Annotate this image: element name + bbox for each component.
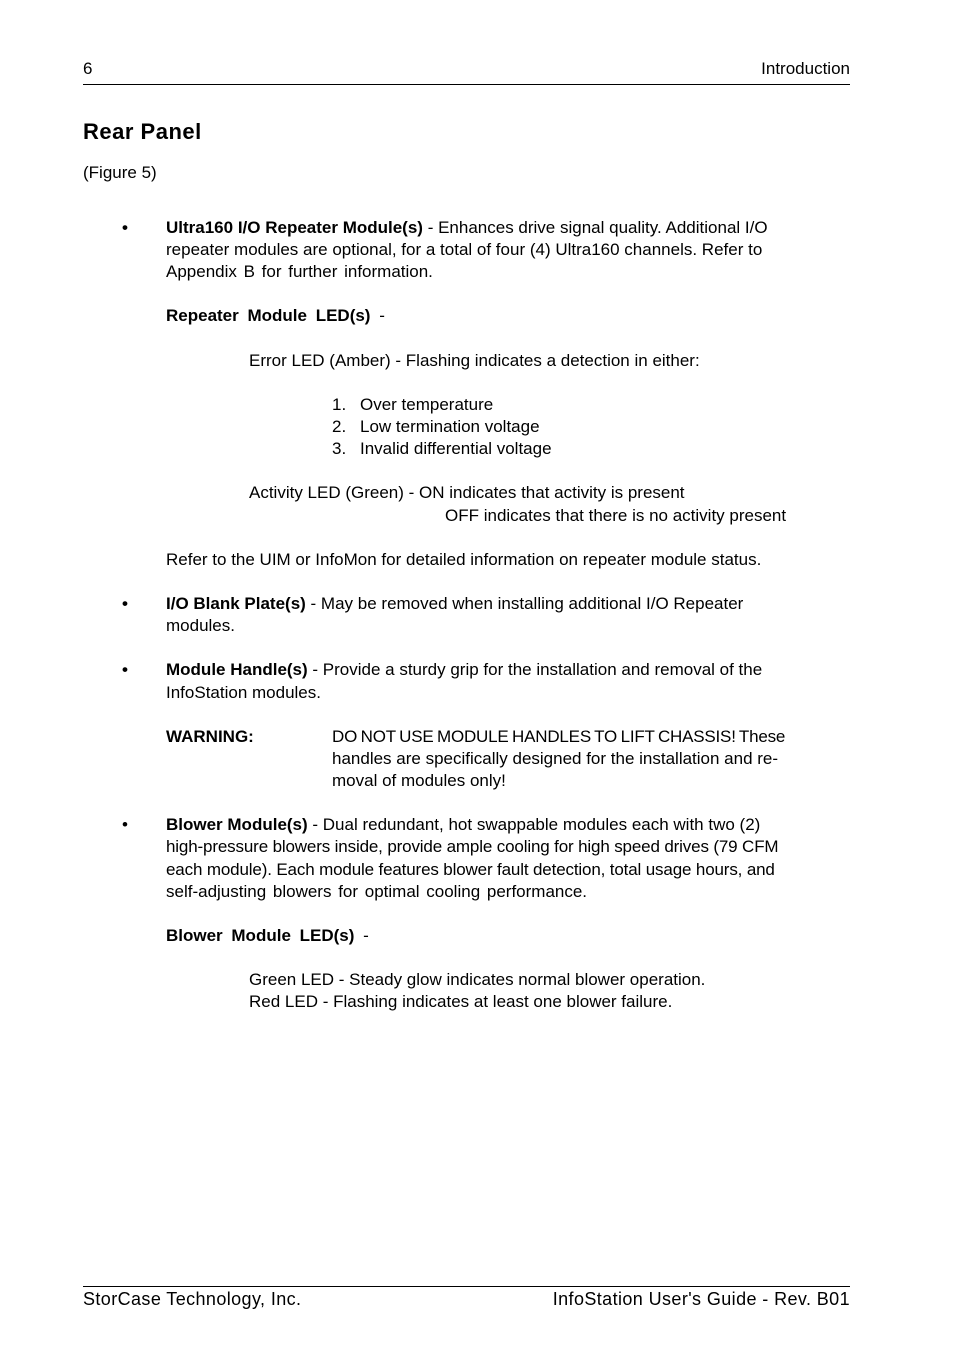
- page-title: Rear Panel: [83, 119, 202, 144]
- bullet-blank-plate: •: [122, 594, 128, 613]
- blank-plate-line-2: modules.: [166, 616, 235, 635]
- footer-company: StorCase Technology, Inc.: [83, 1289, 302, 1309]
- list-item-text: Invalid differential voltage: [360, 439, 552, 458]
- red-led-text: Red LED - Flashing indicates at least one blower failure.: [249, 992, 673, 1011]
- repeater-line-2: repeater modules are optional, for a total of four (4) Ultra160 channels. Refer to: [166, 240, 763, 259]
- repeater-refer-text: Refer to the UIM or InfoMon for detailed information on repeater module status.: [166, 550, 762, 569]
- blower-line-2: high-pressure blowers inside, provide ample cooling for high speed drives (79 CFM: [166, 837, 779, 856]
- list-item-number: 2.: [332, 417, 347, 436]
- handle-line-1: [166, 659, 850, 681]
- blower-term: Blower Module(s): [166, 815, 308, 834]
- blower-line-1: [166, 814, 850, 836]
- footer-rule: [83, 1286, 850, 1287]
- blower-line-1-text: - Dual redundant, hot swappable modules each with two (2): [307, 815, 761, 834]
- error-led-text: Error LED (Amber) - Flashing indicates a detection in either:: [249, 351, 700, 370]
- repeater-line-3: Appendix B for further information.: [166, 262, 433, 281]
- condition-list: [332, 394, 552, 460]
- blower-led-heading-text: Blower Module LED(s): [166, 926, 355, 945]
- figure-reference: (Figure 5): [83, 163, 157, 182]
- activity-led-text: Activity LED (Green) - ON indicates that activity is present: [249, 483, 685, 502]
- repeater-led-heading-text: Repeater Module LED(s): [166, 306, 371, 325]
- list-item-number: 1.: [332, 395, 347, 414]
- blank-plate-line-1: [166, 593, 850, 615]
- header-section-title: Introduction: [761, 59, 850, 78]
- handle-term: Module Handle(s): [166, 660, 308, 679]
- warning-line-3: moval of modules only!: [332, 771, 506, 790]
- blower-line-4: self-adjusting blowers for optimal cooling performance.: [166, 882, 588, 901]
- warning-label: WARNING:: [166, 727, 254, 746]
- repeater-term: Ultra160 I/O Repeater Module(s): [166, 218, 423, 237]
- list-item: [332, 394, 552, 416]
- green-led-text: Green LED - Steady glow indicates normal blower operation.: [249, 970, 706, 989]
- list-item: [332, 416, 552, 438]
- repeater-led-heading: [166, 305, 385, 327]
- handle-line-1-text: - Provide a sturdy grip for the installation and removal of the: [307, 660, 763, 679]
- bullet-repeater: •: [122, 218, 128, 237]
- blank-plate-line-1-text: - May be removed when installing additional I/O Repeater: [305, 594, 744, 613]
- blower-led-heading-dash: -: [354, 926, 369, 945]
- warning-line-2: handles are specifically designed for the installation and re-: [332, 749, 779, 768]
- warning-line-1: DO NOT USE MODULE HANDLES TO LIFT CHASSIS! These: [332, 727, 786, 746]
- list-item: [332, 438, 552, 460]
- footer-document-title: InfoStation User's Guide - Rev. B01: [552, 1289, 850, 1309]
- blower-line-3: each module). Each module features blower fault detection, total usage hours, and: [166, 860, 775, 879]
- blank-plate-term: I/O Blank Plate(s): [166, 594, 306, 613]
- list-item-text: Over temperature: [360, 395, 494, 414]
- repeater-led-heading-dash: -: [370, 306, 385, 325]
- repeater-line-1: [166, 217, 850, 239]
- list-item-text: Low termination voltage: [360, 417, 540, 436]
- header-rule: [83, 84, 850, 85]
- bullet-blower: •: [122, 815, 128, 834]
- blower-led-heading: [166, 925, 369, 947]
- repeater-line-1-text: - Enhances drive signal quality. Additional I/O: [422, 218, 768, 237]
- activity-led-off-text: OFF indicates that there is no activity present: [445, 506, 787, 525]
- handle-line-2: InfoStation modules.: [166, 683, 321, 702]
- list-item-number: 3.: [332, 439, 347, 458]
- bullet-module-handle: •: [122, 660, 128, 679]
- page-number: 6: [83, 59, 93, 78]
